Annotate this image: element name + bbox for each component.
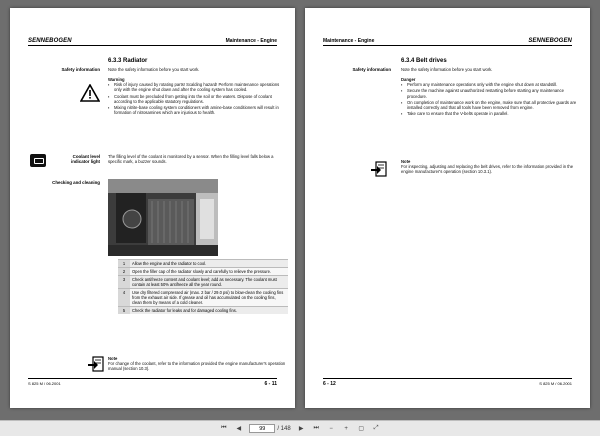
page-footer [323,378,572,386]
safety-intro: Note the safety information before you start work. [401,67,493,72]
header-title: Maintenance - Engine [225,38,277,44]
zoom-in-icon[interactable]: + [344,425,348,432]
danger-item: ▪ Take care to ensure that the V-belts operate in parallel. [401,111,579,116]
step-number: 1 [118,260,130,268]
warning-triangle-icon [80,84,100,102]
step-text: Open the filler cap of the radiator slowly and carefully to relieve the pressure. [130,268,288,276]
footer-model: S 825 M / 06.2001 [28,381,61,386]
safety-label: Safety information [61,67,100,72]
page-header [323,36,572,46]
section-title: 6.3.4 Belt drives [401,58,447,64]
warning-heading: Warning [108,77,125,82]
checking-label: Checking and cleaning [52,180,100,185]
step-number: 4 [118,289,130,307]
danger-item: ▪ Secure the machine against unauthorized restarting before starting any maintenance procedure. [401,88,579,98]
safety-label: Safety information [352,67,391,72]
page-number: 6 - 12 [323,381,336,387]
table-row [118,260,288,268]
manual-reference-icon [371,161,387,177]
next-page-icon[interactable]: ▶ [298,426,304,432]
note-block [401,159,579,175]
coolant-text: The filling level of the coolant is monitored by a sensor. When the filling level falls below a specific mark, a buzzer sounds. [108,154,274,165]
total-pages: / 148 [277,425,291,432]
manual-reference-icon [88,356,104,372]
step-number: 2 [118,268,130,276]
section-title: 6.3.3 Radiator [108,58,148,64]
zoom-out-icon[interactable]: − [329,425,333,432]
pdf-page-left [10,8,295,408]
page-navigator [249,424,290,433]
note-heading: Note [108,356,118,361]
page-number-input[interactable] [249,424,275,433]
viewer-toolbar [0,420,600,436]
pdf-page-right [305,8,590,408]
step-number: 3 [118,276,130,289]
fit-page-icon[interactable]: ▢ [358,426,364,432]
note-heading: Note [401,159,411,164]
last-page-icon[interactable]: ⏭ [313,425,319,431]
note-text: For change of the coolant, refer to the information provided the engine manufacturer's operation manual (section 10.3). [108,361,286,372]
page-footer [28,378,277,386]
danger-heading: Danger [401,77,416,82]
danger-item: ▪ Perform any maintenance operations only with the engine shut down at standstill. [401,82,579,87]
footer-model: S 825 M / 06.2001 [539,381,572,386]
step-text: Check antifreeze content and coolant level; add as necessary. The coolant must contain at least 50% antifreeze all the year round. [130,276,288,289]
table-row [118,289,288,307]
table-row [118,307,288,315]
page-number: 6 - 11 [264,381,277,387]
table-row [118,276,288,289]
coolant-level-label: Coolant level indicator light [70,154,100,165]
warning-item: ▪ Mixing nitrite-base cooling system conditioners with amine-base conditioners will result in formation of nitrosamines which are injurious to health. [108,105,286,115]
step-text: Use dry filtered compressed air (max. 2 bar / 29.0 psi) to blow-clean the cooling fins from the exhaust air side. If grease and oil has accumulated on the cooling fins, clean them by means of a cold cleaner. [130,289,288,307]
danger-block [401,77,579,117]
steps-table [118,259,288,314]
warning-item: ▪ Coolant must be precluded from getting into the soil or the waters. Dispose of coolant according to the applicable statutory regulations. [108,94,286,104]
danger-item: ▪ On completion of maintenance work on the engine, make sure that all protective guards are installed correctly and that all tools have been removed from engine. [401,100,579,110]
brand-logo: SENNEBOGEN [28,38,72,44]
table-row [118,268,288,276]
radiator-photo [108,179,218,256]
page-header [28,36,277,46]
note-block [108,356,286,372]
coolant-level-light-icon [30,154,46,167]
step-text: Allow the engine and the radiator to cool. [130,260,288,268]
brand-logo: SENNEBOGEN [528,38,572,44]
step-number: 5 [118,307,130,315]
warning-block [108,77,286,116]
safety-intro: Note the safety information before you start work. [108,67,200,72]
warning-item: ▪ Risk of injury caused by rotating parts! Scalding hazard! Perform maintenance operations only with the engine shut down and after the cooling system has cooled. [108,82,286,92]
fullscreen-icon[interactable]: ⤢ [373,425,379,431]
first-page-icon[interactable]: ⏮ [221,425,227,431]
header-title: Maintenance - Engine [323,38,375,44]
step-text: Check the radiator for leaks and for damaged cooling fins. [130,307,288,315]
prev-page-icon[interactable]: ◀ [236,426,242,432]
note-text: For inspecting, adjusting and replacing the belt drives, refer to the information provided in the engine manufacturer's operation (section 10.3.1). [401,164,574,175]
